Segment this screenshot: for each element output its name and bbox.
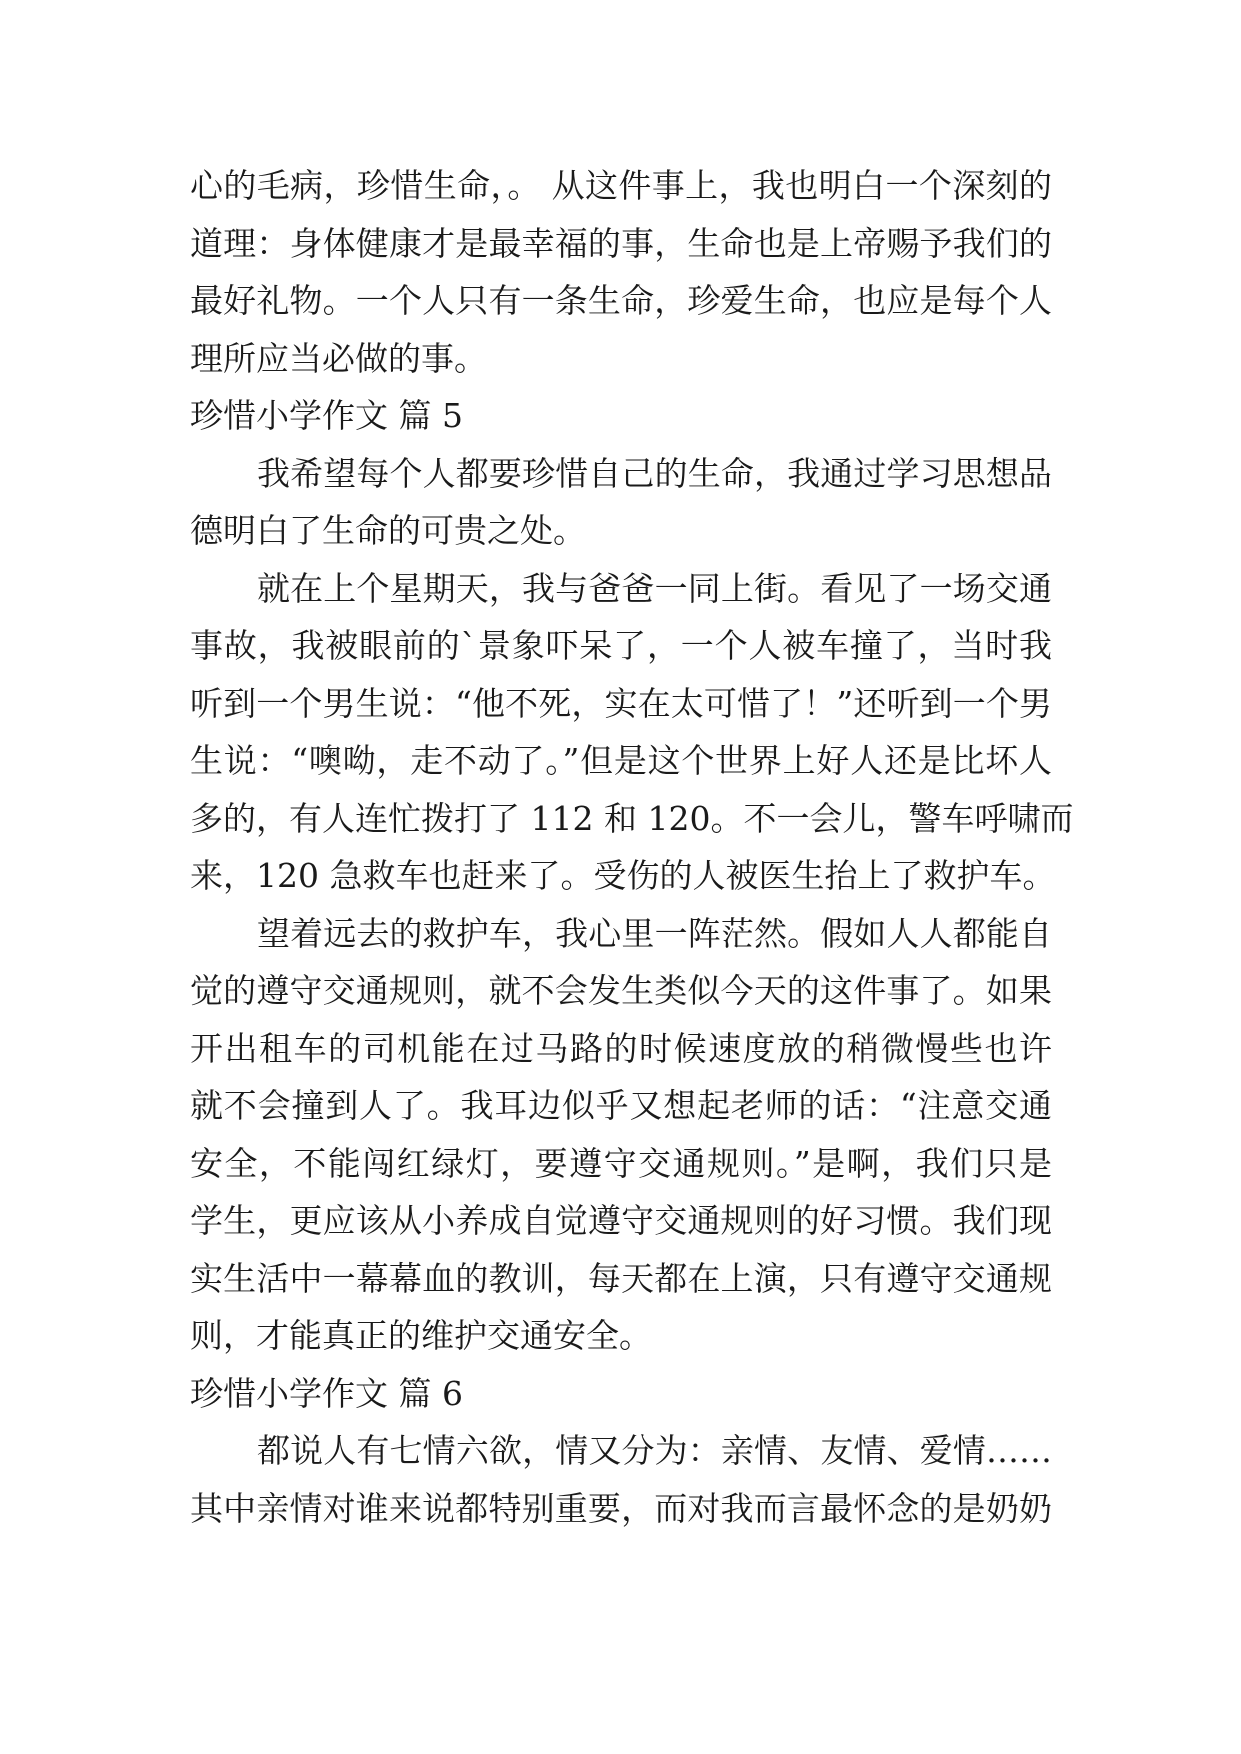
- text-line: 道理：身体健康才是最幸福的事，生命也是上帝赐予我们的: [190, 224, 1052, 263]
- text-line: 听到一个男生说：“他不死，实在太可惜了！”还听到一个男: [190, 684, 1052, 723]
- text-line: 都说人有七情六欲，情又分为：亲情、友情、爱情……: [257, 1431, 1052, 1470]
- text-line: 德明白了生命的可贵之处。: [190, 511, 586, 550]
- section-heading: 珍惜小学作文 篇 6: [190, 1374, 463, 1413]
- section-heading: 珍惜小学作文 篇 5: [190, 396, 463, 435]
- text-line: 就在上个星期天，我与爸爸一同上街。看见了一场交通: [257, 569, 1052, 608]
- text-line: 来，120 急救车也赶来了。受伤的人被医生抬上了救护车。: [190, 856, 1056, 895]
- text-line: 就不会撞到人了。我耳边似乎又想起老师的话：“注意交通: [190, 1086, 1052, 1125]
- text-line: 生说：“噢呦，走不动了。”但是这个世界上好人还是比坏人: [190, 741, 1052, 780]
- text-line: 理所应当必做的事。: [190, 339, 487, 378]
- text-line: 事故，我被眼前的`景象吓呆了，一个人被车撞了，当时我: [190, 626, 1052, 665]
- text-line: 多的，有人连忙拨打了 112 和 120。不一会儿，警车呼啸而: [190, 799, 1074, 838]
- text-line: 望着远去的救护车，我心里一阵茫然。假如人人都能自: [257, 914, 1052, 953]
- text-line: 实生活中一幕幕血的教训，每天都在上演，只有遵守交通规: [190, 1259, 1052, 1298]
- text-line: 最好礼物。一个人只有一条生命，珍爱生命，也应是每个人: [190, 281, 1052, 320]
- text-line: 我希望每个人都要珍惜自己的生命，我通过学习思想品: [257, 454, 1052, 493]
- text-line: 心的毛病，珍惜生命，。 从这件事上，我也明白一个深刻的: [190, 166, 1052, 205]
- text-line: 其中亲情对谁来说都特别重要，而对我而言最怀念的是奶奶: [190, 1489, 1052, 1528]
- text-line: 开出租车的司机能在过马路的时候速度放的稍微慢些也许: [190, 1029, 1052, 1068]
- text-line: 觉的遵守交通规则，就不会发生类似今天的这件事了。如果: [190, 971, 1052, 1010]
- text-line: 则，才能真正的维护交通安全。: [190, 1316, 652, 1355]
- text-line: 学生，更应该从小养成自觉遵守交通规则的好习惯。我们现: [190, 1201, 1052, 1240]
- text-line: 安全，不能闯红绿灯，要遵守交通规则。”是啊，我们只是: [190, 1144, 1052, 1183]
